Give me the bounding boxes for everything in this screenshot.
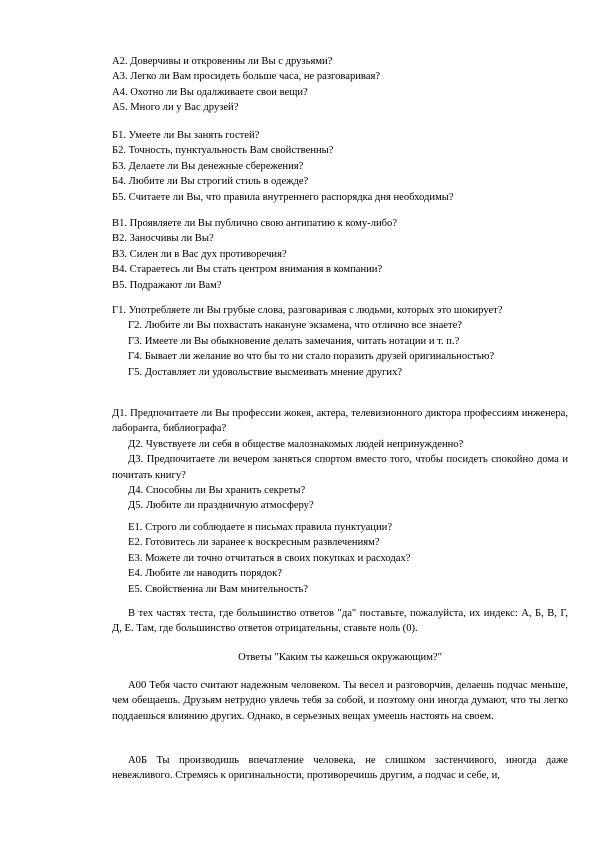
question-e1: Е1. Строго ли соблюдаете в письмах правила пунктуации?: [128, 522, 393, 533]
question-b3: Б3. Делаете ли Вы денежные сбережения?: [112, 160, 304, 172]
question-v5: В5. Подражают ли Вам?: [112, 279, 222, 291]
question-v3: В3. Силен ли в Вас дух противоречия?: [112, 248, 287, 260]
question-d2: Д2. Чувствуете ли себя в обществе малознакомых людей непринужденно?: [128, 438, 464, 450]
question-d5: Д5. Любите ли праздничную атмосферу?: [128, 500, 314, 512]
section-g-questions: [112, 303, 568, 380]
question-e2: Е2. Готовитесь ли заранее к воскресным развлечениям?: [128, 537, 380, 549]
question-e3: Е3. Можете ли точно отчитаться в своих покупках и расходах?: [128, 552, 411, 564]
question-d4: Д4. Способны ли Вы хранить секреты?: [128, 485, 306, 497]
question-g1: Г1. Употребляете ли Вы грубые слова, разговаривая с людьми, которых это шокирует?: [112, 305, 503, 316]
question-a3: А3. Легко ли Вам просидеть больше часа, не разговаривая?: [112, 71, 381, 83]
question-a4: А4. Охотно ли Вы одалживаете свои вещи?: [112, 86, 308, 98]
question-g3: Г3. Имеете ли Вы обыкновение делать замечания, читать нотации и т. п.?: [128, 335, 460, 347]
question-a2: А2. Доверчивы и откровенны ли Вы с друзьями?: [112, 56, 333, 67]
question-e4: Е4. Любите ли наводить порядок?: [128, 568, 282, 580]
question-g4: Г4. Бывает ли желание во что бы то ни стало поразить друзей оригинальностью?: [128, 351, 495, 363]
question-b5: Б5. Считаете ли Вы, что правила внутреннего распорядка дня необходимы?: [112, 191, 454, 203]
section-d-questions: [112, 406, 568, 514]
answer-a00-text: А00 Тебя часто считают надежным человеком. Ты весел и разговорчив, делаешь подчас меньше, чем обещаешь. Друзьям нетрудно увлечь тебя за собой, и поэтому они иногда думают, что ты легко поддаешься влиянию других. Однако, в серьезных вещах умеешь настоять на своем.: [112, 680, 568, 722]
question-v1: В1. Проявляете ли Вы публично свою антипатию к кому-либо?: [112, 218, 398, 229]
question-d3: Д3. Предпочитаете ли вечером заняться спортом вместо того, чтобы посидеть спокойно дома и почитать книгу?: [112, 454, 568, 481]
section-b-questions: [112, 128, 568, 205]
section-e-questions: [112, 520, 568, 597]
question-e5: Е5. Свойственна ли Вам мнительность?: [128, 583, 309, 595]
question-d1: Д1. Предпочитаете ли Вы профессии жокея, актера, телевизионного диктора профессиям инженера, лаборанта, библиографа?: [112, 408, 568, 435]
answers-title: Ответы "Каким ты кажешься окружающим?": [238, 652, 442, 663]
question-a5: А5. Много ли у Вас друзей?: [112, 102, 239, 114]
question-g2: Г2. Любите ли Вы похвастать накануне экзамена, что отлично все знаете?: [128, 320, 463, 332]
question-g5: Г5. Доставляет ли удовольствие высмеивать мнение других?: [128, 366, 403, 378]
answer-a00-paragraph: [112, 678, 568, 724]
question-b2: Б2. Точность, пунктуальность Вам свойственны?: [112, 145, 334, 157]
answer-a0b-text: А0Б Ты производишь впечатление человека, не слишком застенчивого, иногда даже невежливого. Стремясь к оригинальности, противоречишь другим, а подчас и себе, и,: [112, 755, 568, 782]
instruction-paragraph: [112, 606, 568, 637]
question-v2: В2. Заносчивы ли Вы?: [112, 233, 214, 245]
section-v-questions: [112, 216, 568, 293]
section-a-questions: [112, 54, 568, 116]
question-b1: Б1. Умеете ли Вы занять гостей?: [112, 130, 260, 141]
answer-a0b-paragraph: [112, 753, 568, 784]
question-v4: В4. Стараетесь ли Вы стать центром внимания в компании?: [112, 264, 383, 276]
instruction-text: В тех частях теста, где большинство ответов "да" поставьте, пожалуйста, их индекс: А, Б, В, Г, Д, Е. Там, где большинство ответов отрицательны, ставьте ноль (0).: [112, 608, 568, 635]
question-b4: Б4. Любите ли Вы строгий стиль в одежде?: [112, 176, 309, 188]
answers-heading: [112, 650, 568, 665]
